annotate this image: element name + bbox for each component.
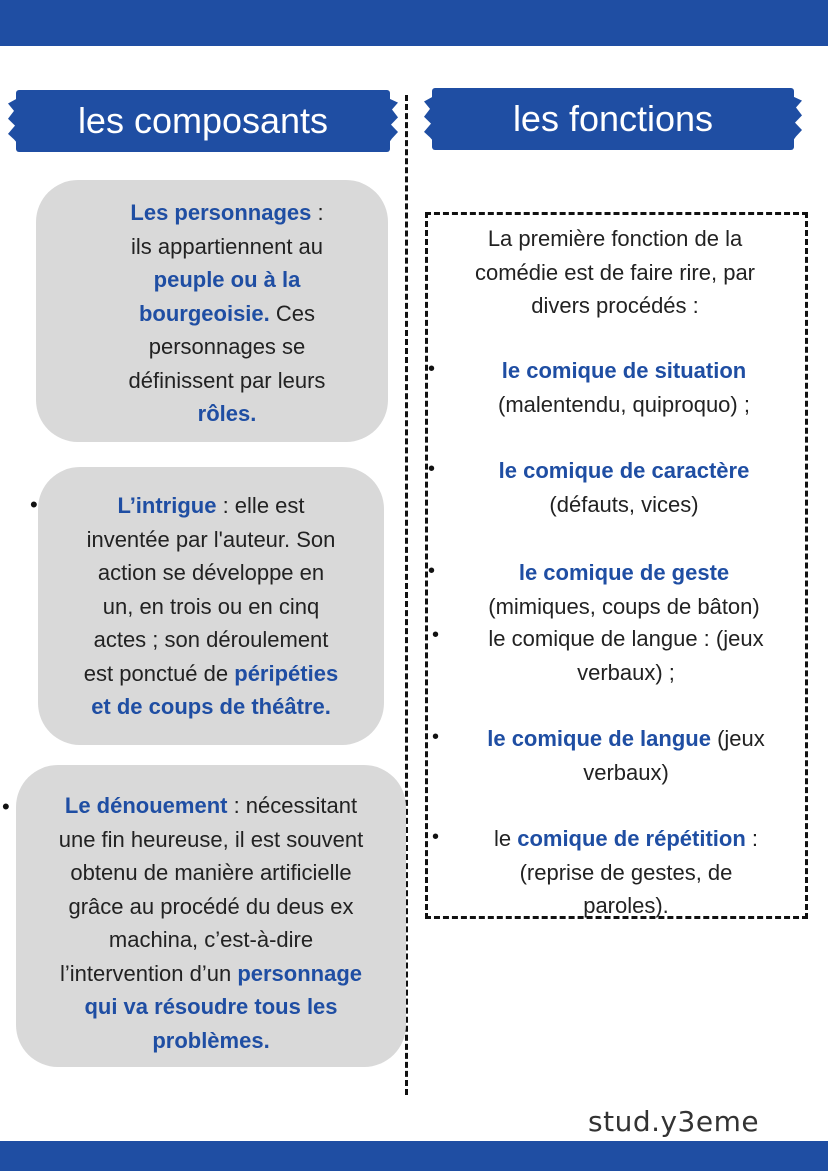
bullet-icon: • <box>428 458 436 480</box>
term-intrigue: L’intrigue <box>117 493 217 518</box>
top-bar <box>0 0 828 46</box>
card-denouement: Le dénouement : nécessitant une fin heureuse, il est souvent obtenu de manière artificielle grâce au procédé du deus ex machina, c’est-à-dire l’intervention d’un personnage qui va résoudre tous les problèmes. <box>16 765 406 1067</box>
bullet-icon: • <box>432 726 440 748</box>
item-comique-geste: le comique de geste (mimiques, coups de bâton) <box>488 560 760 619</box>
term-denouement: Le dénouement <box>64 793 228 818</box>
bullet-icon: • <box>428 560 436 582</box>
item-comique-langue: le comique de langue (jeux verbaux) <box>487 726 765 785</box>
bottom-bar <box>0 1141 828 1171</box>
fonctions-intro: La première fonction de la comédie est de faire rire, par divers procédés : <box>474 226 756 318</box>
item-comique-langue-plain: le comique de langue : (jeux verbaux) ; <box>488 626 764 685</box>
term-personnages: Les personnages <box>130 200 312 225</box>
bullet-icon: • <box>30 492 38 517</box>
bullet-icon: • <box>2 794 10 819</box>
section-title-composants: les composants <box>16 90 390 152</box>
bullet-icon: • <box>432 826 440 848</box>
item-comique-caractere: le comique de caractère (défauts, vices) <box>498 458 750 517</box>
item-comique-repetition: le comique de répétition : (reprise de gestes, de paroles). <box>493 826 759 918</box>
section-title-fonctions: les fonctions <box>432 88 794 150</box>
bullet-icon: • <box>432 624 440 646</box>
card-personnages: Les personnages : ils appartiennent au peuple ou à la bourgeoisie. Ces personnages se définissent par leurs rôles. <box>36 180 388 442</box>
brand-watermark: stud.y3eme <box>588 1105 760 1138</box>
bullet-icon: • <box>428 358 436 380</box>
card-intrigue: L’intrigue : elle est inventée par l'auteur. Son action se développe en un, en trois ou en cinq actes ; son déroulement est ponctué de péripéties et de coups de théâtre. <box>38 467 384 745</box>
item-comique-situation: le comique de situation (malentendu, quiproquo) ; <box>498 358 750 417</box>
